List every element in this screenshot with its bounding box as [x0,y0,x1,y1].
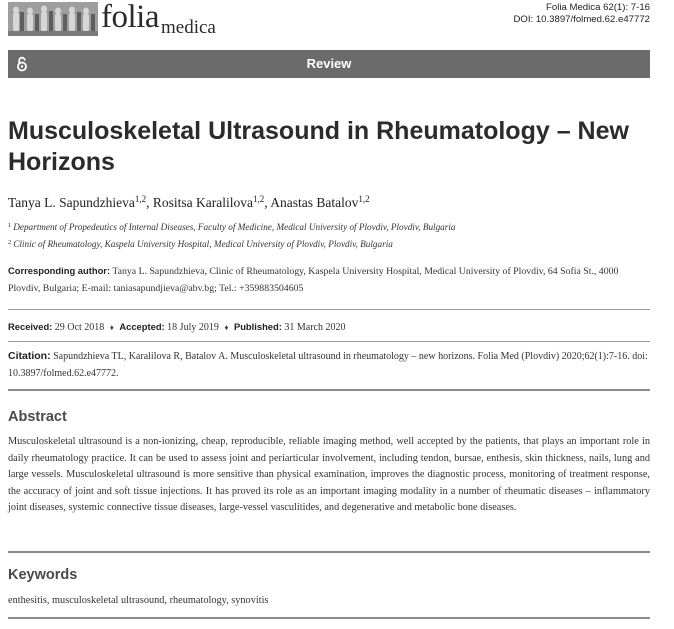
author-affiliation-ref: 1,2 [134,194,147,204]
corresponding-text: Tanya L. Sapundzhieva, Clinic of Rheumatology, Kaspela University Hospital, Medical University of Plovdiv, 64 Sofia St., 4000 Plovdiv, Bulgaria; E-mail: taniasapundjieva@abv.bg; Tel.: +359883504605 [8,266,619,294]
article-type-label: Review [306,56,352,71]
author-affiliation-ref: 1,2 [358,194,370,204]
logo-folia-text: folia [101,0,159,35]
divider [8,617,650,619]
author-name[interactable]: Rositsa Karalilova [152,195,253,210]
affiliation-2 [8,239,650,249]
keywords-list: enthesitis, musculoskeletal ultrasound, rheumatology, synovitis [8,595,269,606]
received-date: 29 Oct 2018 [54,322,105,333]
abstract-text: Musculoskeletal ultrasound is a non-ionizing, cheap, reproducible, reliable imaging method, well accepted by the patients, that plays an important role in daily rheumatology practice. It can be used to assess joint and periarticular involvement, including tendon, bursae, enthesis, skin thickness, nails, lung and large vessels. Musculoskeletal ultrasound is more sensitive than physical examination, improves the diagnostic process, monitoring of treatment response, the accuracy of joint and soft tissue injections. It has proved its role as an important imaging modality in a number of rheumatic diseases – inflammatory joint diseases, systemic connective tissue diseases, large-vessel vasculitides, and degenerative and metabolic bone diseases. [8,436,650,514]
accepted-label: Accepted: [119,321,165,332]
date-separator: ♦ [109,323,114,332]
divider [8,341,650,342]
published-label: Published: [233,321,282,332]
published-date: 31 March 2020 [284,322,346,333]
divider [8,551,650,553]
affiliation-text: Clinic of Rheumatology, Kaspela University Hospital, Medical University of Plovdiv, Plovdiv, Bulgaria [13,239,393,249]
author-list: Tanya L. Sapundzhieva$^{1,2}$, Rositsa Karalilova$^{1,2}$, Anastas Batalov$^{1,2}$ [8,194,370,210]
accepted-date: 18 July 2019 [167,322,219,333]
journal-reference [390,2,650,26]
citation-label: Citation: [8,350,51,362]
affiliation-number: 2 [8,239,12,246]
corresponding-label: Corresponding author: [8,265,111,276]
citation-text: Sapundzhieva TL, Karalilova R, Batalov A. Musculoskeletal ultrasound in rheumatology – new horizons. Folia Med (Plovdiv) 2020;62(1):7-16. doi: 10.3897/folmed.62.e47772. [8,351,648,379]
corresponding-author [8,262,650,297]
divider [8,389,650,391]
doi-link[interactable]: DOI: 10.3897/folmed.62.e47772 [513,14,650,25]
author-affiliation-ref: 1,2 [253,194,265,204]
publication-dates [8,321,650,333]
affiliation-1 [8,222,650,232]
journal-issue: Folia Medica 62(1): 7-16 [546,2,650,13]
logo-medica-text: medica [161,17,216,38]
author-name[interactable]: Anastas Batalov [270,195,359,210]
affiliation-number: 1 [8,222,12,229]
keywords-heading: Keywords [8,567,78,583]
journal-masthead[interactable] [8,0,224,40]
article-type-bar [8,50,650,78]
divider [8,309,650,310]
article-title: Musculoskeletal Ultrasound in Rheumatology – New Horizons [8,117,629,176]
citation-block [8,348,650,382]
abstract-heading: Abstract [8,409,67,425]
author-name[interactable]: Tanya L. Sapundzhieva [8,195,135,210]
date-separator: ♦ [224,323,229,332]
received-label: Received: [8,321,53,332]
affiliation-text: Department of Propedeutics of Internal Diseases, Faculty of Medicine, Medical University of Plovdiv, Plovdiv, Bulgaria [13,222,456,232]
classical-frieze-logo [8,2,98,36]
